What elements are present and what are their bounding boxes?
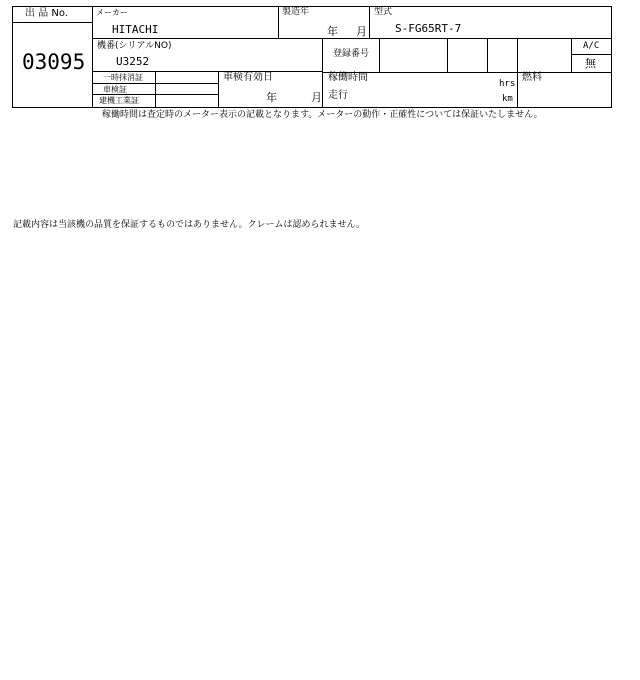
ac-label: A/C — [583, 41, 600, 51]
operation-distance-unit: km — [502, 94, 513, 104]
manufacture-date-label: 製造年 — [282, 7, 310, 17]
lot-header: 出 品 No. — [25, 8, 68, 19]
inspection-month-unit: 月 — [311, 91, 322, 104]
certificate-item: 車検証 — [103, 85, 127, 94]
operation-hours-label: 稼働時間 — [328, 72, 368, 83]
certificate-item: 一時抹消証 — [103, 73, 143, 82]
serial-label: 機番(シリアルNO) — [97, 41, 172, 51]
operation-distance-label: 走行 — [328, 90, 348, 101]
inspection-label: 車検有効日 — [223, 72, 273, 83]
hours-disclaimer: 稼働時間は査定時のメーター表示の記載となります。メーターの動作・正確性については保証いたしません。 — [102, 110, 543, 120]
operation-hours-unit: hrs — [499, 79, 516, 89]
manufacture-year-unit: 年 — [327, 25, 338, 38]
lot-number: 03095 — [22, 50, 86, 74]
model-value: S-FG65RT-7 — [395, 22, 462, 35]
serial-value: U3252 — [116, 55, 150, 68]
manufacture-month-unit: 月 — [356, 25, 367, 38]
registration-label: 登録番号 — [333, 49, 370, 59]
ac-value: 無 — [585, 57, 596, 70]
maker-label: メーカー — [96, 8, 128, 17]
maker-value: HITACHI — [112, 23, 159, 36]
inspection-year-unit: 年 — [266, 91, 277, 104]
fuel-label: 燃料 — [522, 72, 542, 83]
quality-disclaimer: 記載内容は当該機の品質を保証するものではありません。クレームは認められません。 — [13, 220, 366, 230]
model-label: 型式 — [374, 7, 393, 17]
certificate-item: 建機工業証 — [99, 96, 139, 105]
